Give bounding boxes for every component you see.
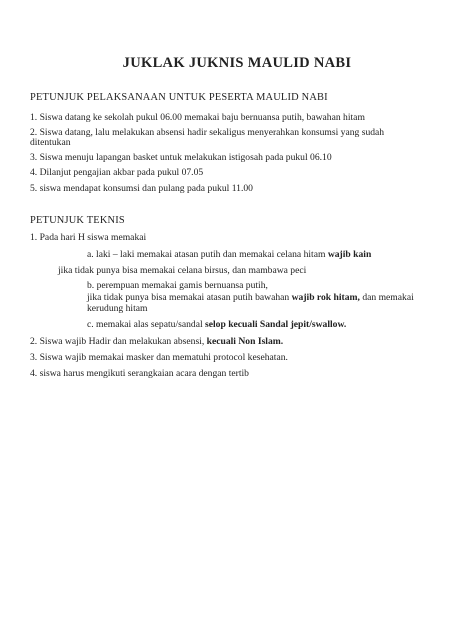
list-item-continuation: ditentukan [30, 137, 71, 148]
list-item: 4. siswa harus mengikuti serangkaian acara dengan tertib [30, 368, 249, 379]
list-item: 3. Siswa wajib memakai masker dan mematuhi protocol kesehatan. [30, 352, 288, 363]
sub-item-a-emphasis: wajib kain [327, 249, 372, 260]
list-item: 3. Siswa menuju lapangan basket untuk melakukan istigosah pada pukul 06.10 [30, 152, 332, 163]
sub-item-a-text: a. laki – laki memakai atasan putih dan memakai celana hitam [87, 249, 328, 260]
list-item: 1. Siswa datang ke sekolah pukul 06.00 memakai baju bernuansa putih, bawahan hitam [30, 112, 365, 123]
document-title: JUKLAK JUKNIS MAULID NABI [122, 55, 352, 71]
sub-item-b-emphasis: wajib rok hitam, [291, 292, 360, 303]
sub-item-c-text: c. memakai alas sepatu/sandal [87, 319, 206, 330]
sub-item-b-line3: kerudung hitam [87, 303, 148, 314]
sub-item-b-text: jika tidak punya bisa memakai atasan putih bawahan [87, 292, 292, 303]
list-item: 2. Siswa datang, lalu melakukan absensi hadir sekaligus menyerahkan konsumsi yang sudah [30, 127, 385, 138]
sub-item-b-tail: dan memakai [359, 292, 414, 303]
list-item: 1. Pada hari H siswa memakai [30, 232, 147, 243]
sub-item-c-emphasis: selop kecuali Sandal jepit/swallow. [205, 319, 347, 330]
section-heading-pelaksanaan: PETUNJUK PELAKSANAAN UNTUK PESERTA MAULID NABI [30, 92, 328, 103]
list-item-2-text: 2. Siswa wajib Hadir dan melakukan absensi, [30, 336, 207, 347]
list-item: 4. Dilanjut pengajian akbar pada pukul 07.05 [30, 167, 204, 178]
sub-item-a-note: jika tidak punya bisa memakai celana birsus, dan mambawa peci [58, 265, 307, 276]
list-item-2-emphasis: kecuali Non Islam. [206, 336, 284, 347]
sub-item-b: b. perempuan memakai gamis bernuansa putih, [87, 280, 268, 291]
sub-item-a [87, 249, 371, 261]
list-item: 5. siswa mendapat konsumsi dan pulang pada pukul 11.00 [30, 183, 253, 194]
section-heading-teknis: PETUNJUK TEKNIS [30, 215, 125, 226]
sub-item-c [87, 319, 346, 331]
list-item [30, 336, 283, 348]
